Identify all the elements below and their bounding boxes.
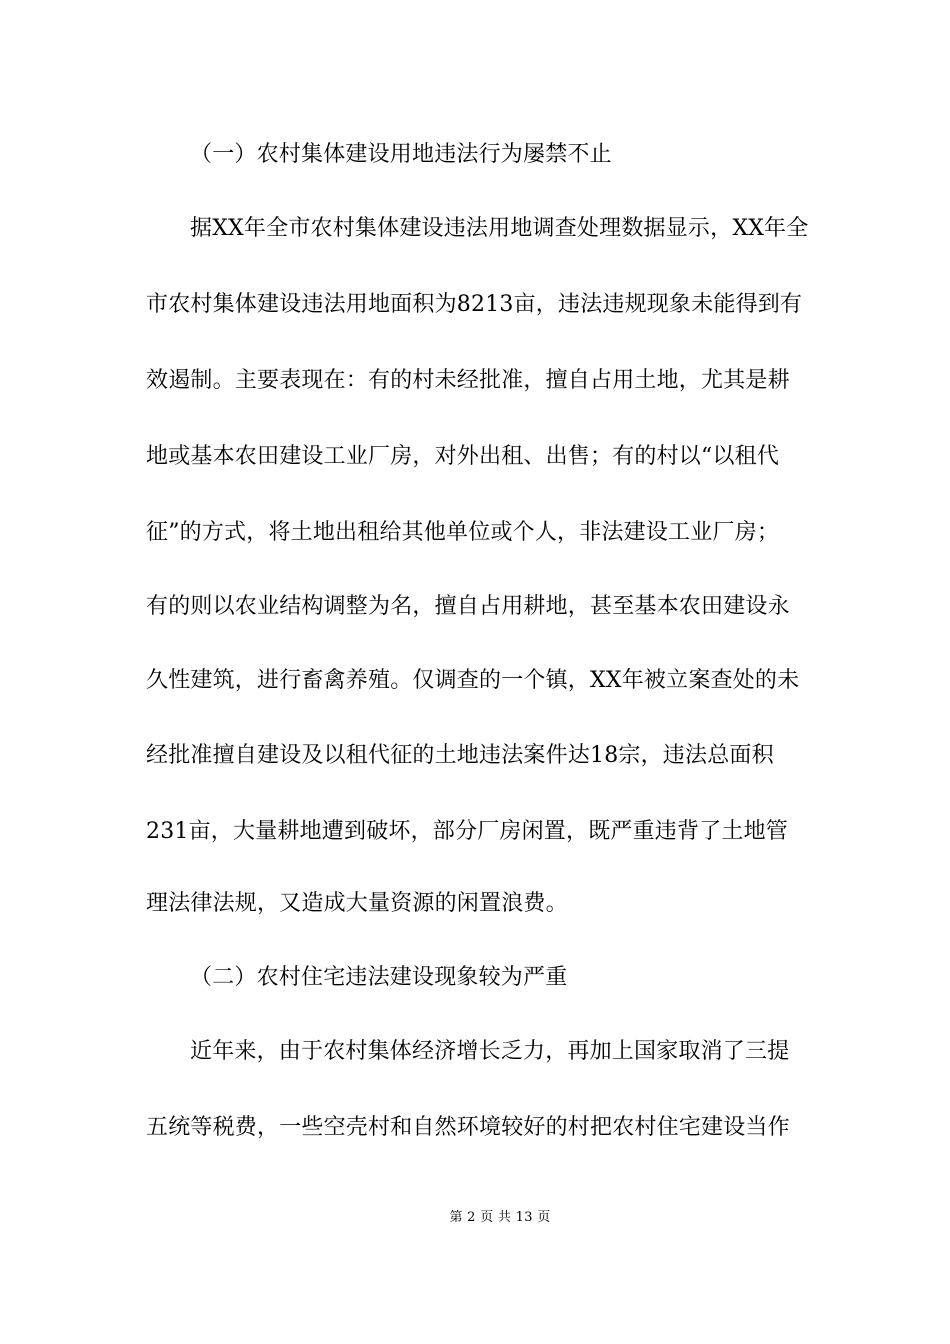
paragraph-line: 效遏制。主要表现在：有的村未经批准，擅自占用土地，尤其是耕 [146,368,790,393]
paragraph-line: 231亩，大量耕地遭到破坏，部分厂房闲置，既严重违背了土地管 [146,819,788,844]
paragraph-line: 据XX年全市农村集体建设违法用地调查处理数据显示，XX年全 [190,216,809,241]
paragraph-line: 地或基本农田建设工业厂房，对外出租、出售；有的村以“以租代 [146,444,780,469]
paragraph-line: 经批准擅自建设及以租代征的土地违法案件达18宗，违法总面积 [146,743,774,768]
paragraph-line: 征”的方式，将土地出租给其他单位或个人，非法建设工业厂房； [146,520,780,545]
page-footer: 第 2 页 共 13 页 [449,1210,551,1225]
paragraph-line: 市农村集体建设违法用地面积为8213亩，违法违规现象未能得到有 [146,292,803,317]
paragraph-line: 久性建筑，进行畜禽养殖。仅调查的一个镇，XX年被立案查处的未 [146,668,800,693]
section-heading-1: （一）农村集体建设用地违法行为屡禁不止 [190,142,612,167]
paragraph-line: 理法律法规，又造成大量资源的闲置浪费。 [146,891,568,916]
paragraph-line: 有的则以农业结构调整为名，擅自占用耕地，甚至基本农田建设永 [146,594,790,619]
paragraph-line: 近年来，由于农村集体经济增长乏力，再加上国家取消了三提 [190,1039,790,1064]
section-heading-2: （二）农村住宅违法建设现象较为严重 [190,965,568,990]
paragraph-line: 五统等税费，一些空壳村和自然环境较好的村把农村住宅建设当作 [146,1115,790,1140]
